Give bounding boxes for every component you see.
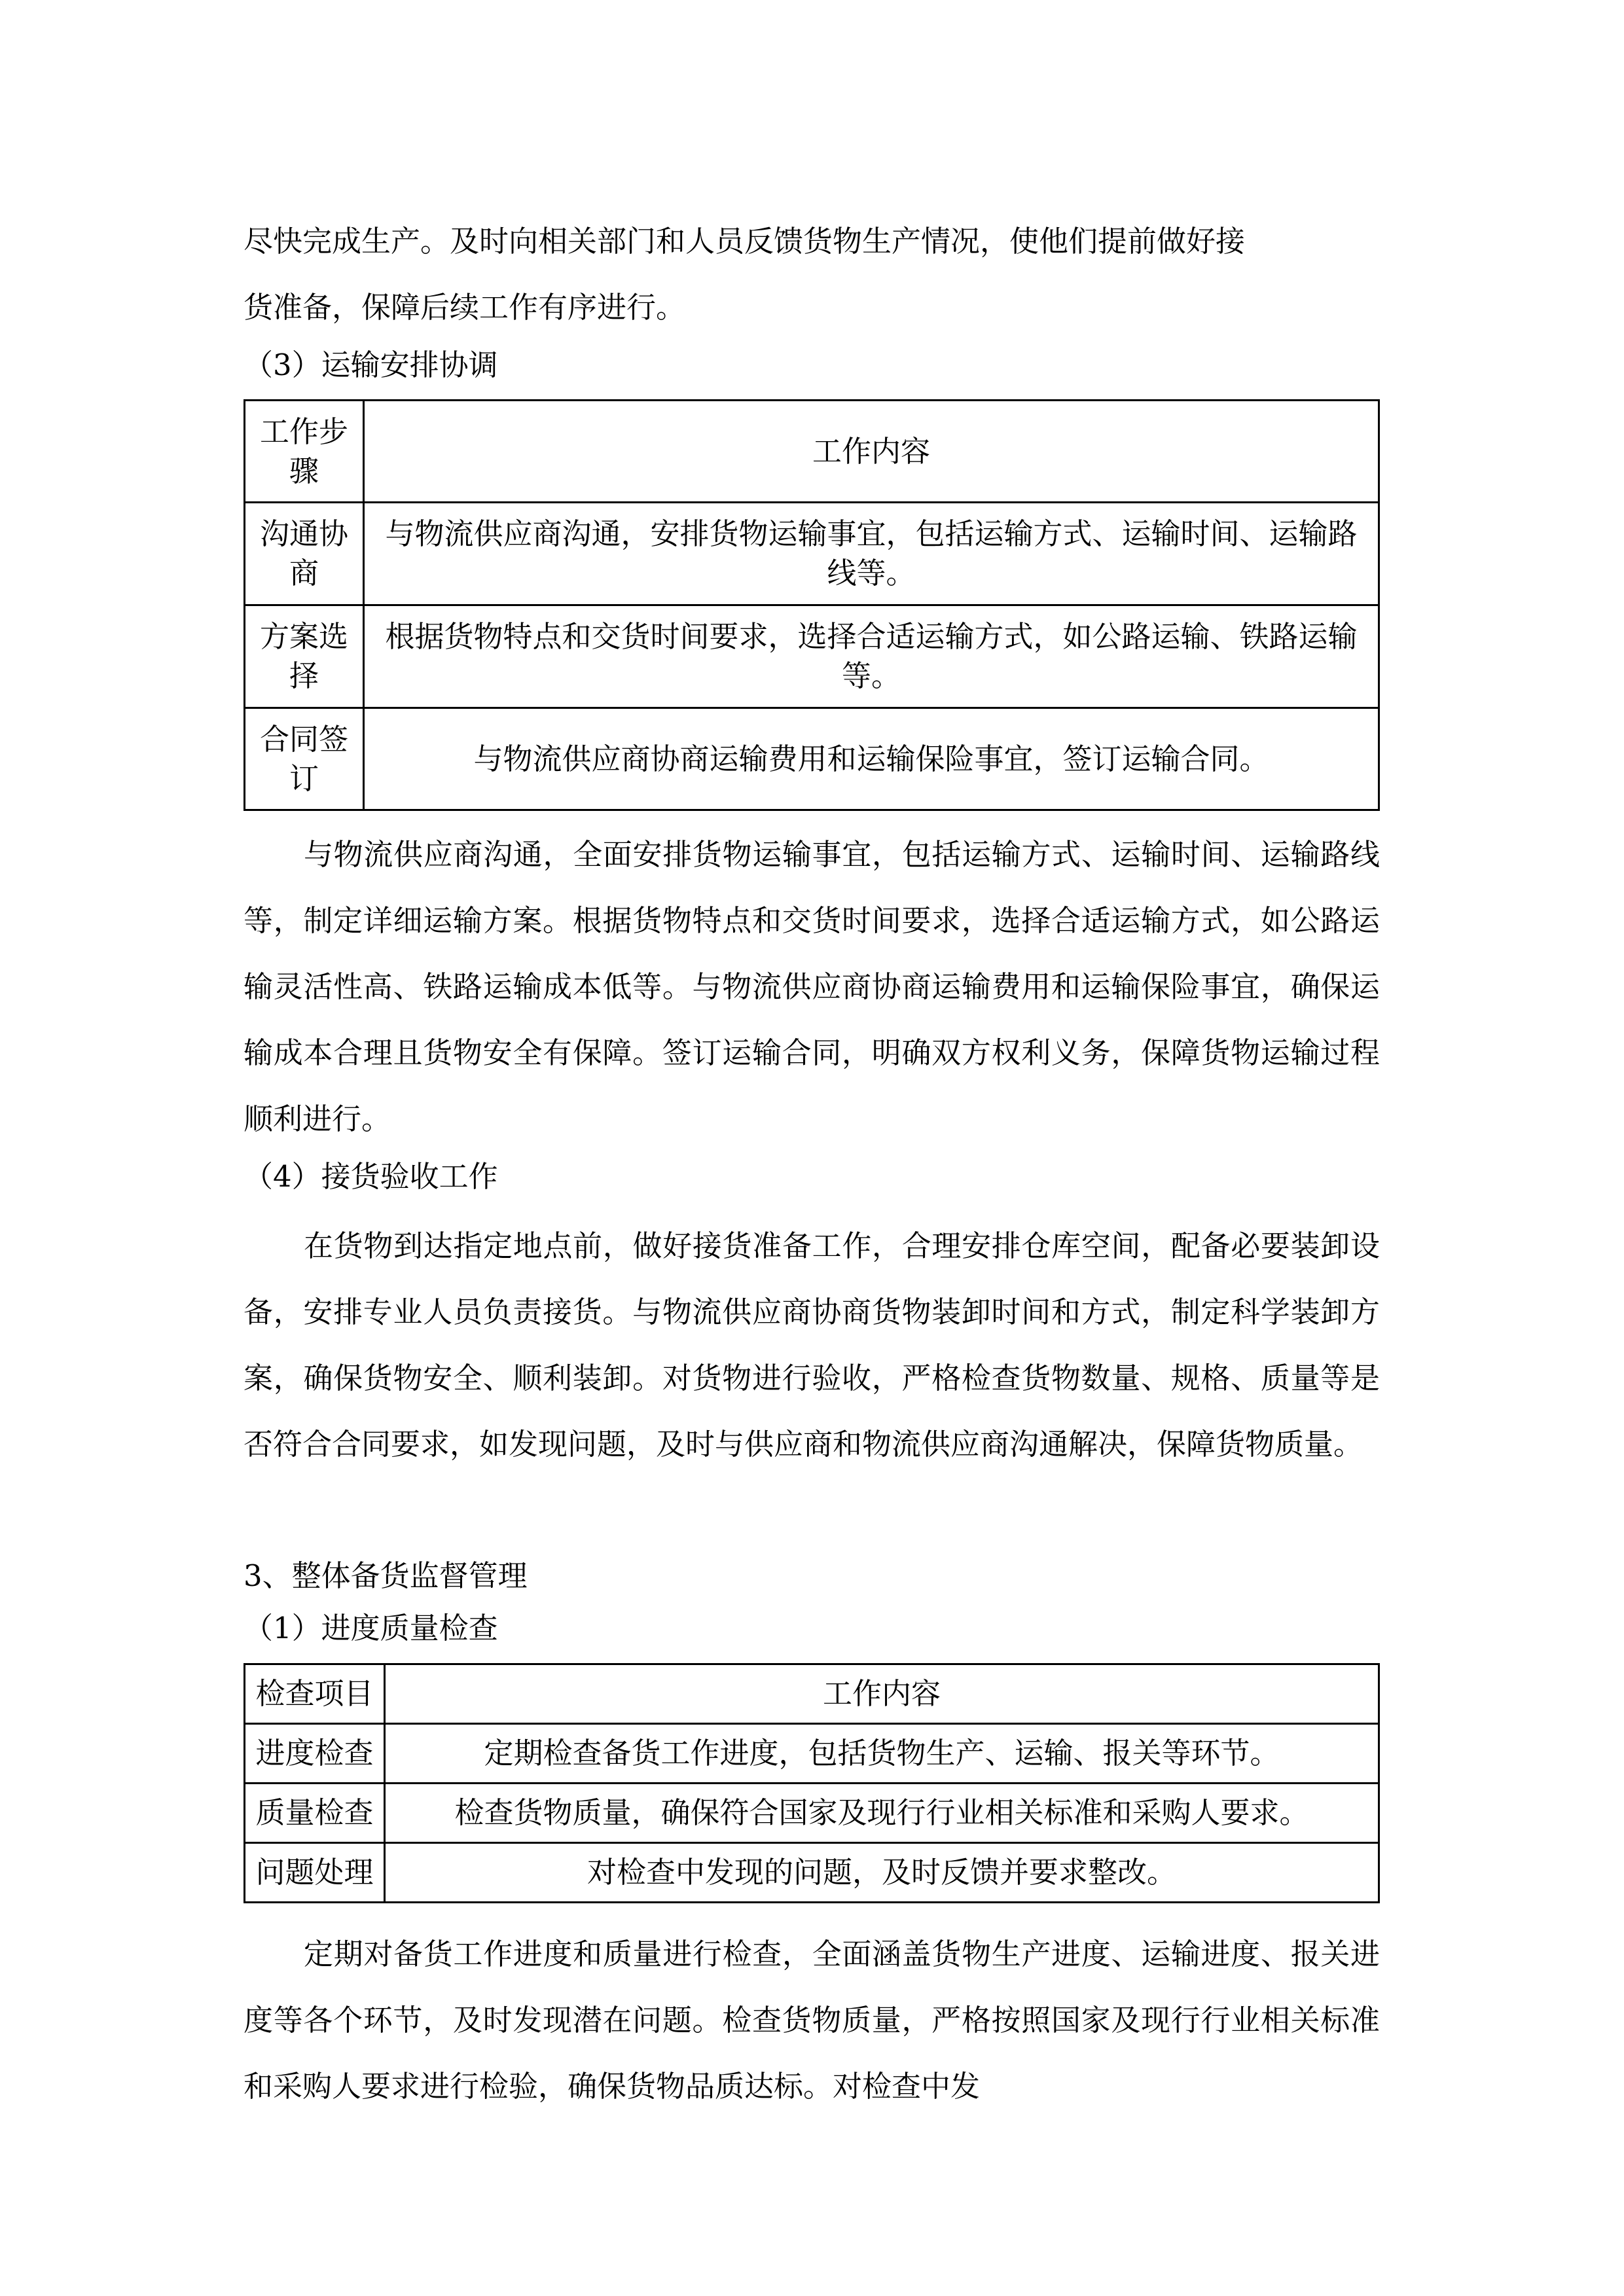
transport-table <box>244 399 1380 811</box>
table-row <box>245 708 1379 810</box>
item-cell: 进度检查 <box>245 1724 385 1784</box>
table-row <box>245 1724 1379 1784</box>
item-cell: 问题处理 <box>245 1843 385 1903</box>
step-cell: 沟通协商 <box>245 503 364 605</box>
step-cell: 合同签订 <box>245 708 364 810</box>
table-header-cell: 检查项目 <box>245 1664 385 1724</box>
intro-paragraph <box>244 208 1380 340</box>
transport-paragraph: 与物流供应商沟通，全面安排货物运输事宜，包括运输方式、运输时间、运输路线等，制定详细运输方案。根据货物特点和交货时间要求，选择合适运输方式，如公路运输灵活性高、铁路运输成本低等。与物流供应商协商运输费用和运输保险事宜，确保运输成本合理且货物安全有保障。签订运输合同，明确双方权利义务，保障货物运输过程顺利进行。 <box>244 837 1380 1136</box>
section-heading-receiving: （4）接货验收工作 <box>244 1159 498 1194</box>
table-row <box>245 1843 1379 1903</box>
section-heading-supervision: 3、整体备货监督管理 <box>244 1558 528 1593</box>
content-cell: 根据货物特点和交货时间要求，选择合适运输方式，如公路运输、铁路运输等。 <box>364 605 1379 708</box>
table-row <box>245 503 1379 605</box>
content-cell: 对检查中发现的问题，及时反馈并要求整改。 <box>385 1843 1379 1903</box>
intro-line-2: 货准备，保障后续工作有序进行。 <box>244 290 686 325</box>
table-row <box>245 1784 1379 1843</box>
table-header-cell: 工作步骤 <box>245 401 364 503</box>
content-cell: 与物流供应商沟通，安排货物运输事宜，包括运输方式、运输时间、运输路线等。 <box>364 503 1379 605</box>
inspection-table <box>244 1663 1380 1903</box>
content-cell: 与物流供应商协商运输费用和运输保险事宜，签订运输合同。 <box>364 708 1379 810</box>
content-cell: 定期检查备货工作进度，包括货物生产、运输、报关等环节。 <box>385 1724 1379 1784</box>
table-row <box>245 605 1379 708</box>
section-heading-transport: （3）运输安排协调 <box>244 348 498 382</box>
receiving-paragraph: 在货物到达指定地点前，做好接货准备工作，合理安排仓库空间，配备必要装卸设备，安排专业人员负责接货。与物流供应商协商货物装卸时间和方式，制定科学装卸方案，确保货物安全、顺利装卸。对货物进行验收，严格检查货物数量、规格、质量等是否符合合同要求，如发现问题，及时与供应商和物流供应商沟通解决，保障货物质量。 <box>244 1229 1380 1462</box>
content-cell: 检查货物质量，确保符合国家及现行行业相关标准和采购人要求。 <box>385 1784 1379 1843</box>
item-cell: 质量检查 <box>245 1784 385 1843</box>
table-header-row <box>245 401 1379 503</box>
section-heading-progress-check: （1）进度质量检查 <box>244 1611 498 1645</box>
step-cell: 方案选择 <box>245 605 364 708</box>
table-header-cell: 工作内容 <box>364 401 1379 503</box>
progress-check-paragraph: 定期对备货工作进度和质量进行检查，全面涵盖货物生产进度、运输进度、报关进度等各个环节，及时发现潜在问题。检查货物质量，严格按照国家及现行行业相关标准和采购人要求进行检验，确保货物品质达标。对检查中发 <box>244 1937 1380 2104</box>
intro-line-1: 尽快完成生产。及时向相关部门和人员反馈货物生产情况，使他们提前做好接 <box>244 224 1246 259</box>
table-header-cell: 工作内容 <box>385 1664 1379 1724</box>
table-header-row <box>245 1664 1379 1724</box>
